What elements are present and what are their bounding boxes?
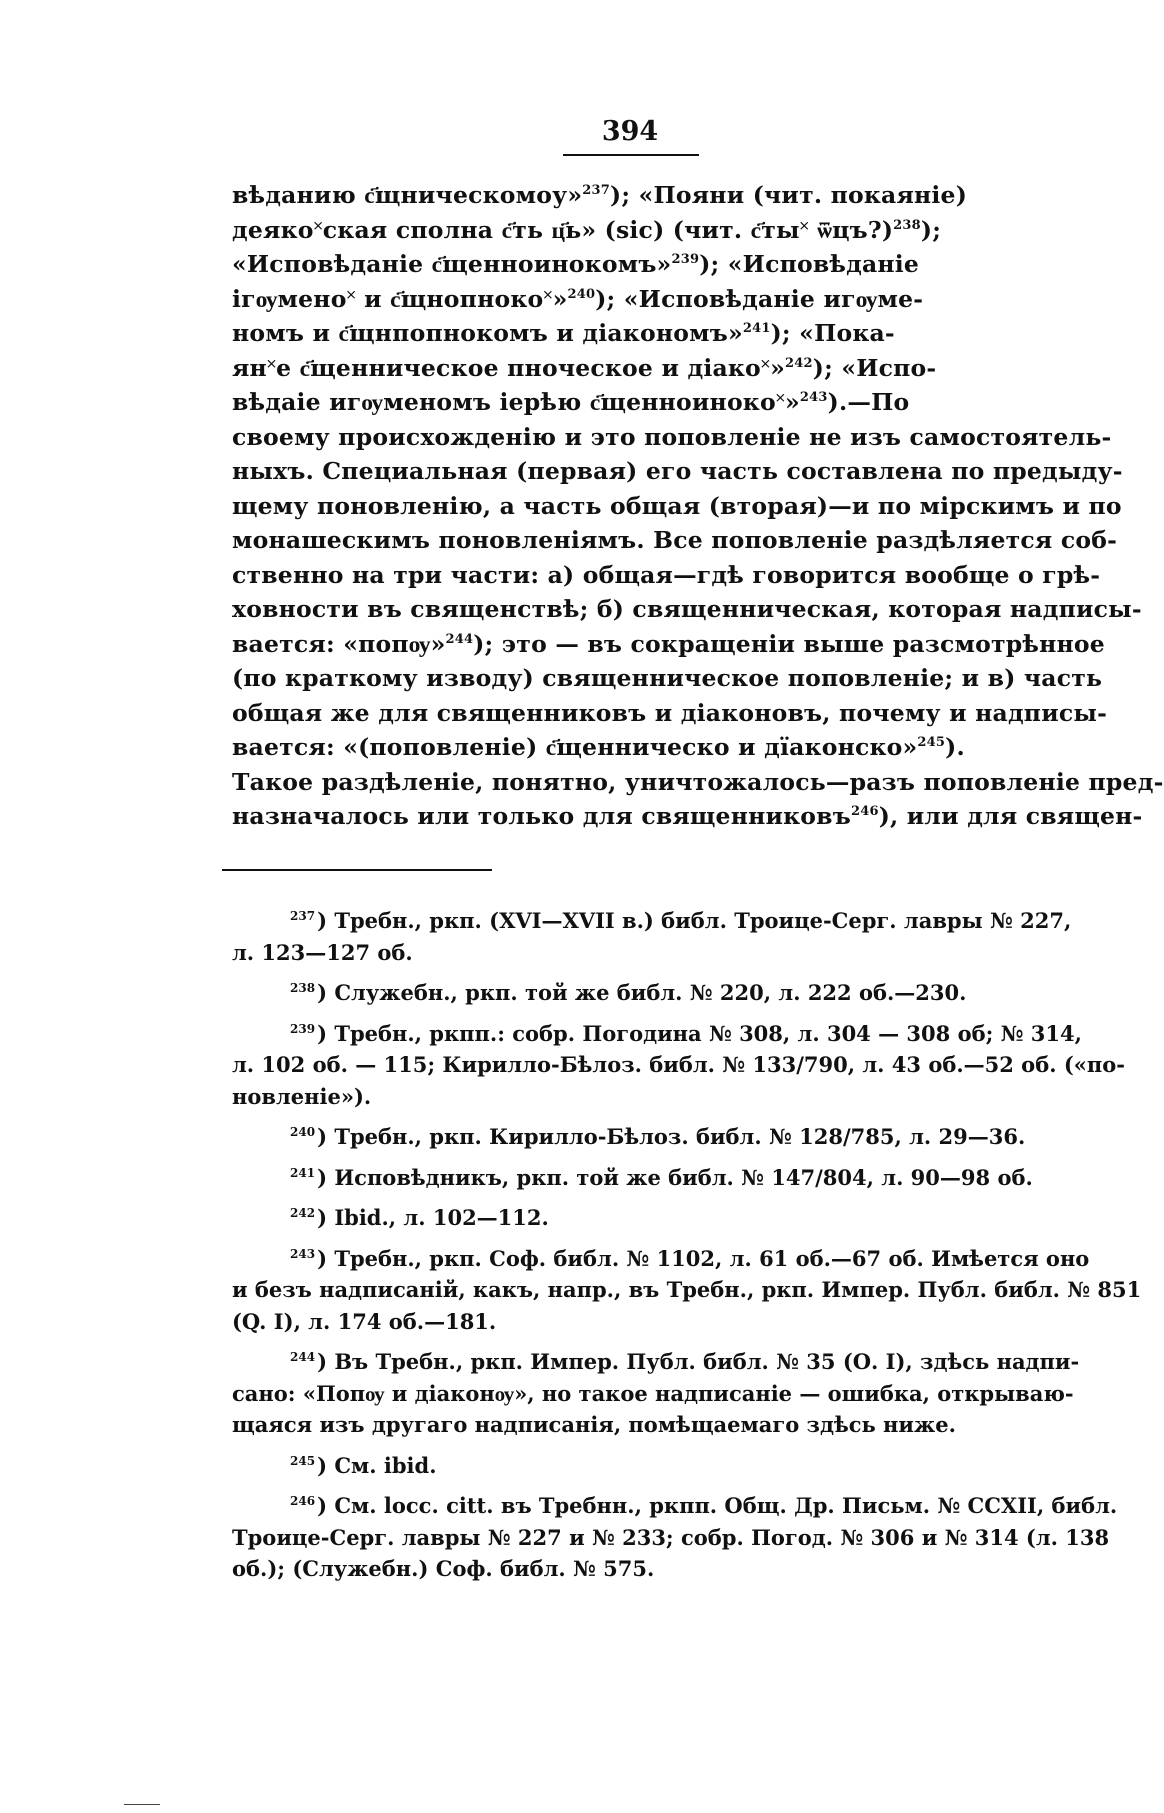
footnote-text: об.); (Служебн.) Соф. библ. № 575.	[232, 1556, 655, 1581]
footnote-number: 241	[290, 1165, 316, 1180]
body-line: вается: «попѹ»$^{244}$); это — въ сокращеніи выше разсмотрѣнное	[232, 629, 1105, 658]
footnote-text: л. 102 об. — 115; Кирилло-Бѣлоз. библ. № 133/790, л. 43 об.—52 об. («по-	[232, 1052, 1125, 1077]
page-number-rule	[563, 154, 699, 156]
body-line: своему происхожденію и это поповленіе не изъ самостоятель-	[232, 422, 1112, 451]
footnote-line	[232, 1049, 1125, 1081]
footnote	[232, 1346, 1080, 1441]
footnote-text: Ibid., л. 102—112.	[334, 1205, 549, 1230]
footnote-text: Требн., ркп. (XVI—XVII в.) библ. Троице-Серг. лавры № 227,	[334, 908, 1072, 933]
footnote-number: 243	[290, 1246, 316, 1261]
footnote-line	[232, 1378, 1074, 1410]
footnote-text: Требн., ркп. Кирилло-Бѣлоз. библ. № 128/785, л. 29—36.	[334, 1124, 1026, 1149]
body-line: ственно на три части: а) общая—гдѣ говорится вообще о грѣ-	[232, 560, 1101, 589]
footnote-line	[232, 1306, 1046, 1338]
footnote-text: и безъ надписаній, какъ, напр., въ Требн., ркп. Импер. Публ. библ. № 851	[232, 1277, 1142, 1302]
footnote-number: 244	[290, 1350, 316, 1364]
footnote-line: $^{242}$) Ibid., л. 102—112.	[290, 1205, 549, 1230]
body-line: вается: «(поповленіе) с҃щенническо и дїаконско»$^{245}$).	[232, 733, 965, 761]
body-line: ховности въ священствѣ; б) священническая, которая надписы-	[232, 595, 1142, 623]
footnotes	[232, 905, 1142, 1594]
footnote-number: 237	[290, 909, 316, 923]
body-line: (по краткому изводу) священническое поповленіе; и в) часть	[232, 664, 1103, 692]
footnote-text: Исповѣдникъ, ркп. той же библ. № 147/804, л. 90—98 об.	[334, 1164, 1033, 1190]
footnote-line: $^{239}$) Требн., ркпп.: собр. Погодина № 308, л. 304 — 308 об; № 314,	[290, 1020, 1082, 1046]
footnote-line: $^{246}$) См. locc. citt. въ Требнн., ркпп. Общ. Др. Письм. № CCXII, библ.	[290, 1493, 1118, 1518]
body-line: вѣдаіе игѹменомъ іерѣю с҃щенноиноко˟»$^{243}$).—По	[232, 388, 910, 416]
footnote-text: новленіе»).	[232, 1083, 372, 1109]
footnote-text: См. ibid.	[334, 1452, 437, 1478]
footnote	[232, 1202, 1046, 1234]
footnote-text: Троице-Серг. лавры № 227 и № 233; собр. Погод. № 306 и № 314 (л. 138	[232, 1524, 1110, 1550]
body-line: назначалось или только для священниковъ$^{246}$), или для священ-	[232, 802, 1143, 830]
bottom-mark	[124, 1804, 160, 1805]
body-line: ян˟е с҃щенническое пноческое и діако˟»$^{242}$); «Испо-	[232, 353, 937, 382]
footnote-text: Служебн., ркп. той же библ. № 220, л. 222 об.—230.	[334, 980, 967, 1005]
body-line: ігѹмено˟ и с҃щнопноко˟»$^{240}$); «Исповѣданіе игѹме-	[232, 284, 924, 313]
footnote-text: л. 123—127 об.	[232, 939, 413, 965]
footnote-number: 245	[290, 1453, 316, 1468]
body-line: Такое раздѣленіе, понятно, уничтожалось—разъ поповленіе пред-	[232, 767, 1164, 796]
footnote-number: 240	[290, 1125, 316, 1139]
footnote-line	[232, 1522, 1110, 1554]
footnote-line: $^{243}$) Требн., ркп. Соф. библ. № 1102, л. 61 об.—67 об. Имѣется оно	[290, 1245, 1090, 1271]
footnote-text: сано: «Попѹ и діаконѹ», но такое надписаніе — ошибка, открываю-	[232, 1380, 1074, 1406]
body-line: деяко˟ская сполна с҃ть ц҃ь» (sic) (чит. с҃ты˟ ѿцъ?)$^{238}$);	[232, 215, 942, 244]
footnote-line: $^{238}$) Служебн., ркп. той же библ. № 220, л. 222 об.—230.	[290, 980, 967, 1005]
footnote-number: 246	[290, 1494, 316, 1508]
footnote	[232, 977, 1046, 1009]
footnote-text: щаяся изъ другаго надписанія, помѣщаемаго здѣсь ниже.	[232, 1412, 956, 1437]
footnote-text: Въ Требн., ркп. Импер. Публ. библ. № 35 (О. I), здѣсь надпи-	[334, 1349, 1080, 1374]
footnote-line: $^{244}$) Въ Требн., ркп. Импер. Публ. библ. № 35 (О. I), здѣсь надпи-	[290, 1349, 1080, 1374]
footnote-line	[232, 1409, 1046, 1441]
body-line: ныхъ. Специальная (первая) его часть составлена по предыду-	[232, 457, 1123, 485]
body-line: номъ и с҃щнпопнокомъ и діакономъ»$^{241}$); «Пока-	[232, 319, 895, 347]
footnote-line: $^{237}$) Требн., ркп. (XVI—XVII в.) библ. Троице-Серг. лавры № 227,	[290, 908, 1072, 933]
footnote-line	[232, 1274, 1142, 1306]
footnote	[232, 1490, 1118, 1585]
footnote-number: 242	[290, 1206, 316, 1220]
footnote-number: 238	[290, 981, 316, 995]
body-text	[232, 178, 1164, 834]
footnote-text: Требн., ркпп.: собр. Погодина № 308, л. 304 — 308 об; № 314,	[334, 1020, 1082, 1046]
footnote-line	[232, 937, 1046, 969]
footnote-separator	[222, 869, 492, 871]
footnote-line: $^{240}$) Требн., ркп. Кирилло-Бѣлоз. библ. № 128/785, л. 29—36.	[290, 1124, 1026, 1149]
footnote	[232, 1243, 1142, 1338]
body-line: «Исповѣданіе с҃щеннoинокомъ»$^{239}$); «Исповѣданіе	[232, 250, 920, 278]
body-line: щему поновленію, а часть общая (вторая)—и по мірскимъ и по	[232, 491, 1122, 520]
footnote	[232, 1121, 1046, 1153]
body-line: вѣданию с҃щническомоу»$^{237}$); «Пояни (чит. покаяніе)	[232, 181, 968, 209]
footnote-line	[232, 1081, 1046, 1113]
body-line: общая же для священниковъ и діаконовъ, почему и надписы-	[232, 698, 1108, 727]
footnote	[232, 1162, 1046, 1194]
footnote-number: 239	[290, 1021, 316, 1036]
footnote-text: (Q. I), л. 174 об.—181.	[232, 1308, 497, 1334]
footnote	[232, 1018, 1125, 1113]
footnote-line: $^{245}$) См. ibid.	[290, 1452, 437, 1478]
body-line: монашескимъ поновленіямъ. Все поповленіе раздѣляется соб-	[232, 526, 1118, 554]
footnote	[232, 1450, 1046, 1482]
page-number: 394	[601, 116, 659, 147]
footnote	[232, 905, 1072, 968]
footnote-text: Требн., ркп. Соф. библ. № 1102, л. 61 об.—67 об. Имѣется оно	[334, 1245, 1090, 1271]
footnote-line: $^{241}$) Исповѣдникъ, ркп. той же библ. № 147/804, л. 90—98 об.	[290, 1164, 1033, 1190]
footnote-line	[232, 1553, 1046, 1585]
footnote-text: См. locc. citt. въ Требнн., ркпп. Общ. Др. Письм. № CCXII, библ.	[334, 1493, 1118, 1518]
